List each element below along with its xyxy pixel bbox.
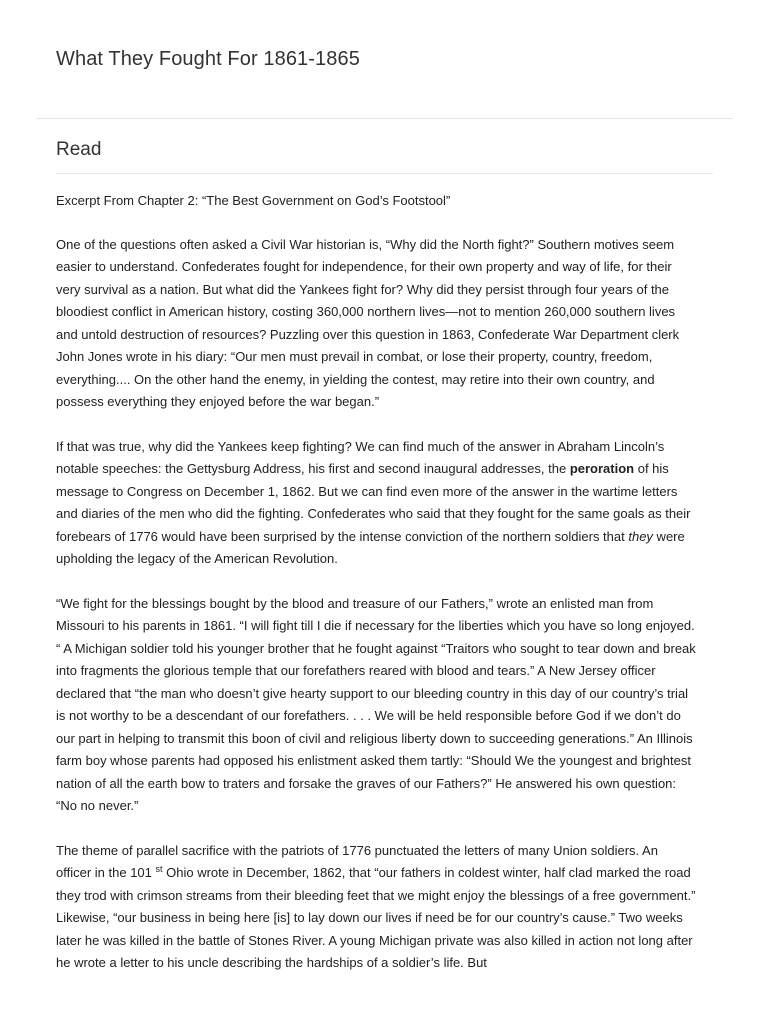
paragraph-4-text-a: The theme of parallel sacrifice with the patriots of 1776 punctuated the letters of many Union soldiers. An officer in the 101 [56,842,658,880]
paragraph-4-text-b: Ohio wrote in December, 1862, that “our fathers in coldest winter, half clad marked the road they trod with crimson streams from their bleeding feet that we might enjoy the blessings of a free government.” Likewise, “our business in being here [is] to lay down our lives if need be for our country’s cause.” Two weeks later he was killed in the battle of Stones River. A young Michigan private was also killed in action not long after he wrote a letter to his uncle describing the hardships of a soldier’s life. But [56,865,696,970]
excerpt-title: Excerpt From Chapter 2: “The Best Government on God’s Footstool” [56,193,451,208]
page-title: What They Fought For 1861-1865 [56,48,360,70]
paragraph-1: One of the questions often asked a Civil War historian is, “Why did the North fight?” Southern motives seem easier to understand. Confederates fought for independence, for their own property and way of life, for their very survival as a nation. But what did the Yankees fight for? Why did they persist through four years of the bloodiest conflict in American history, costing 360,000 northern lives—not to mention 260,000 southern lives and untold destruction of resources? Puzzling over this question in 1863, Confederate War Department clerk John Jones wrote in his diary: “Our men must prevail in combat, or lose their property, country, freedom, everything.... On the other hand the enemy, in yielding the contest, may retire into their own country, and possess everything they enjoyed before the war began.” [56,236,680,409]
paragraph-3: “We fight for the blessings bought by the blood and treasure of our Fathers,” wrote an enlisted man from Missouri to his parents in 1861. “I will fight till I die if necessary for the liberties which you have so long enjoyed. “ A Michigan soldier told his younger brother that he fought against “Traitors who sought to tear down and break into fragments the glorious temple that our forefathers reared with blood and tears.” A New Jersey officer declared that “the man who doesn’t give hearty support to our bleeding country in this day of our country’s trial is not worthy to be a descendant of our forefathers. . . . We will be held responsible before God if we don’t do our part in helping to transmit this boon of civil and religious liberty down to succeeding generations.” An Illinois farm boy whose parents had opposed his enlistment asked them tartly: “Should We the youngest and brightest nation of all the earth bow to traters and forsake the graves of our Fathers?” He answered his own question: “No no never.” [56,595,696,813]
section-divider [56,173,713,174]
paragraph-2-text-a: If that was true, why did the Yankees keep fighting? We can find much of the answer in Abraham Lincoln’s notable speeches: the Gettysburg Address, his first and second inaugural addresses, the [56,438,665,476]
document-body [56,190,696,997]
paragraph-2-text-c: were upholding the legacy of the American Revolution. [56,528,685,566]
page-header [0,0,768,120]
ordinal-superscript: st [155,864,163,874]
paragraph-2-text-b: of his message to Congress on December 1, 1862. But we can find even more of the answer in the wartime letters and diaries of the men who did the fighting. Confederates who said that they fought for the same goals as their forebears of 1776 would have been surprised by the intense conviction of the northern soldiers that [56,461,691,544]
bold-term-peroration: peroration [569,461,635,476]
paragraph-4 [56,840,696,975]
italic-word-they: they [628,528,653,544]
paragraph-2 [56,436,696,571]
header-divider [36,118,733,119]
section-heading-read: Read [56,139,102,160]
